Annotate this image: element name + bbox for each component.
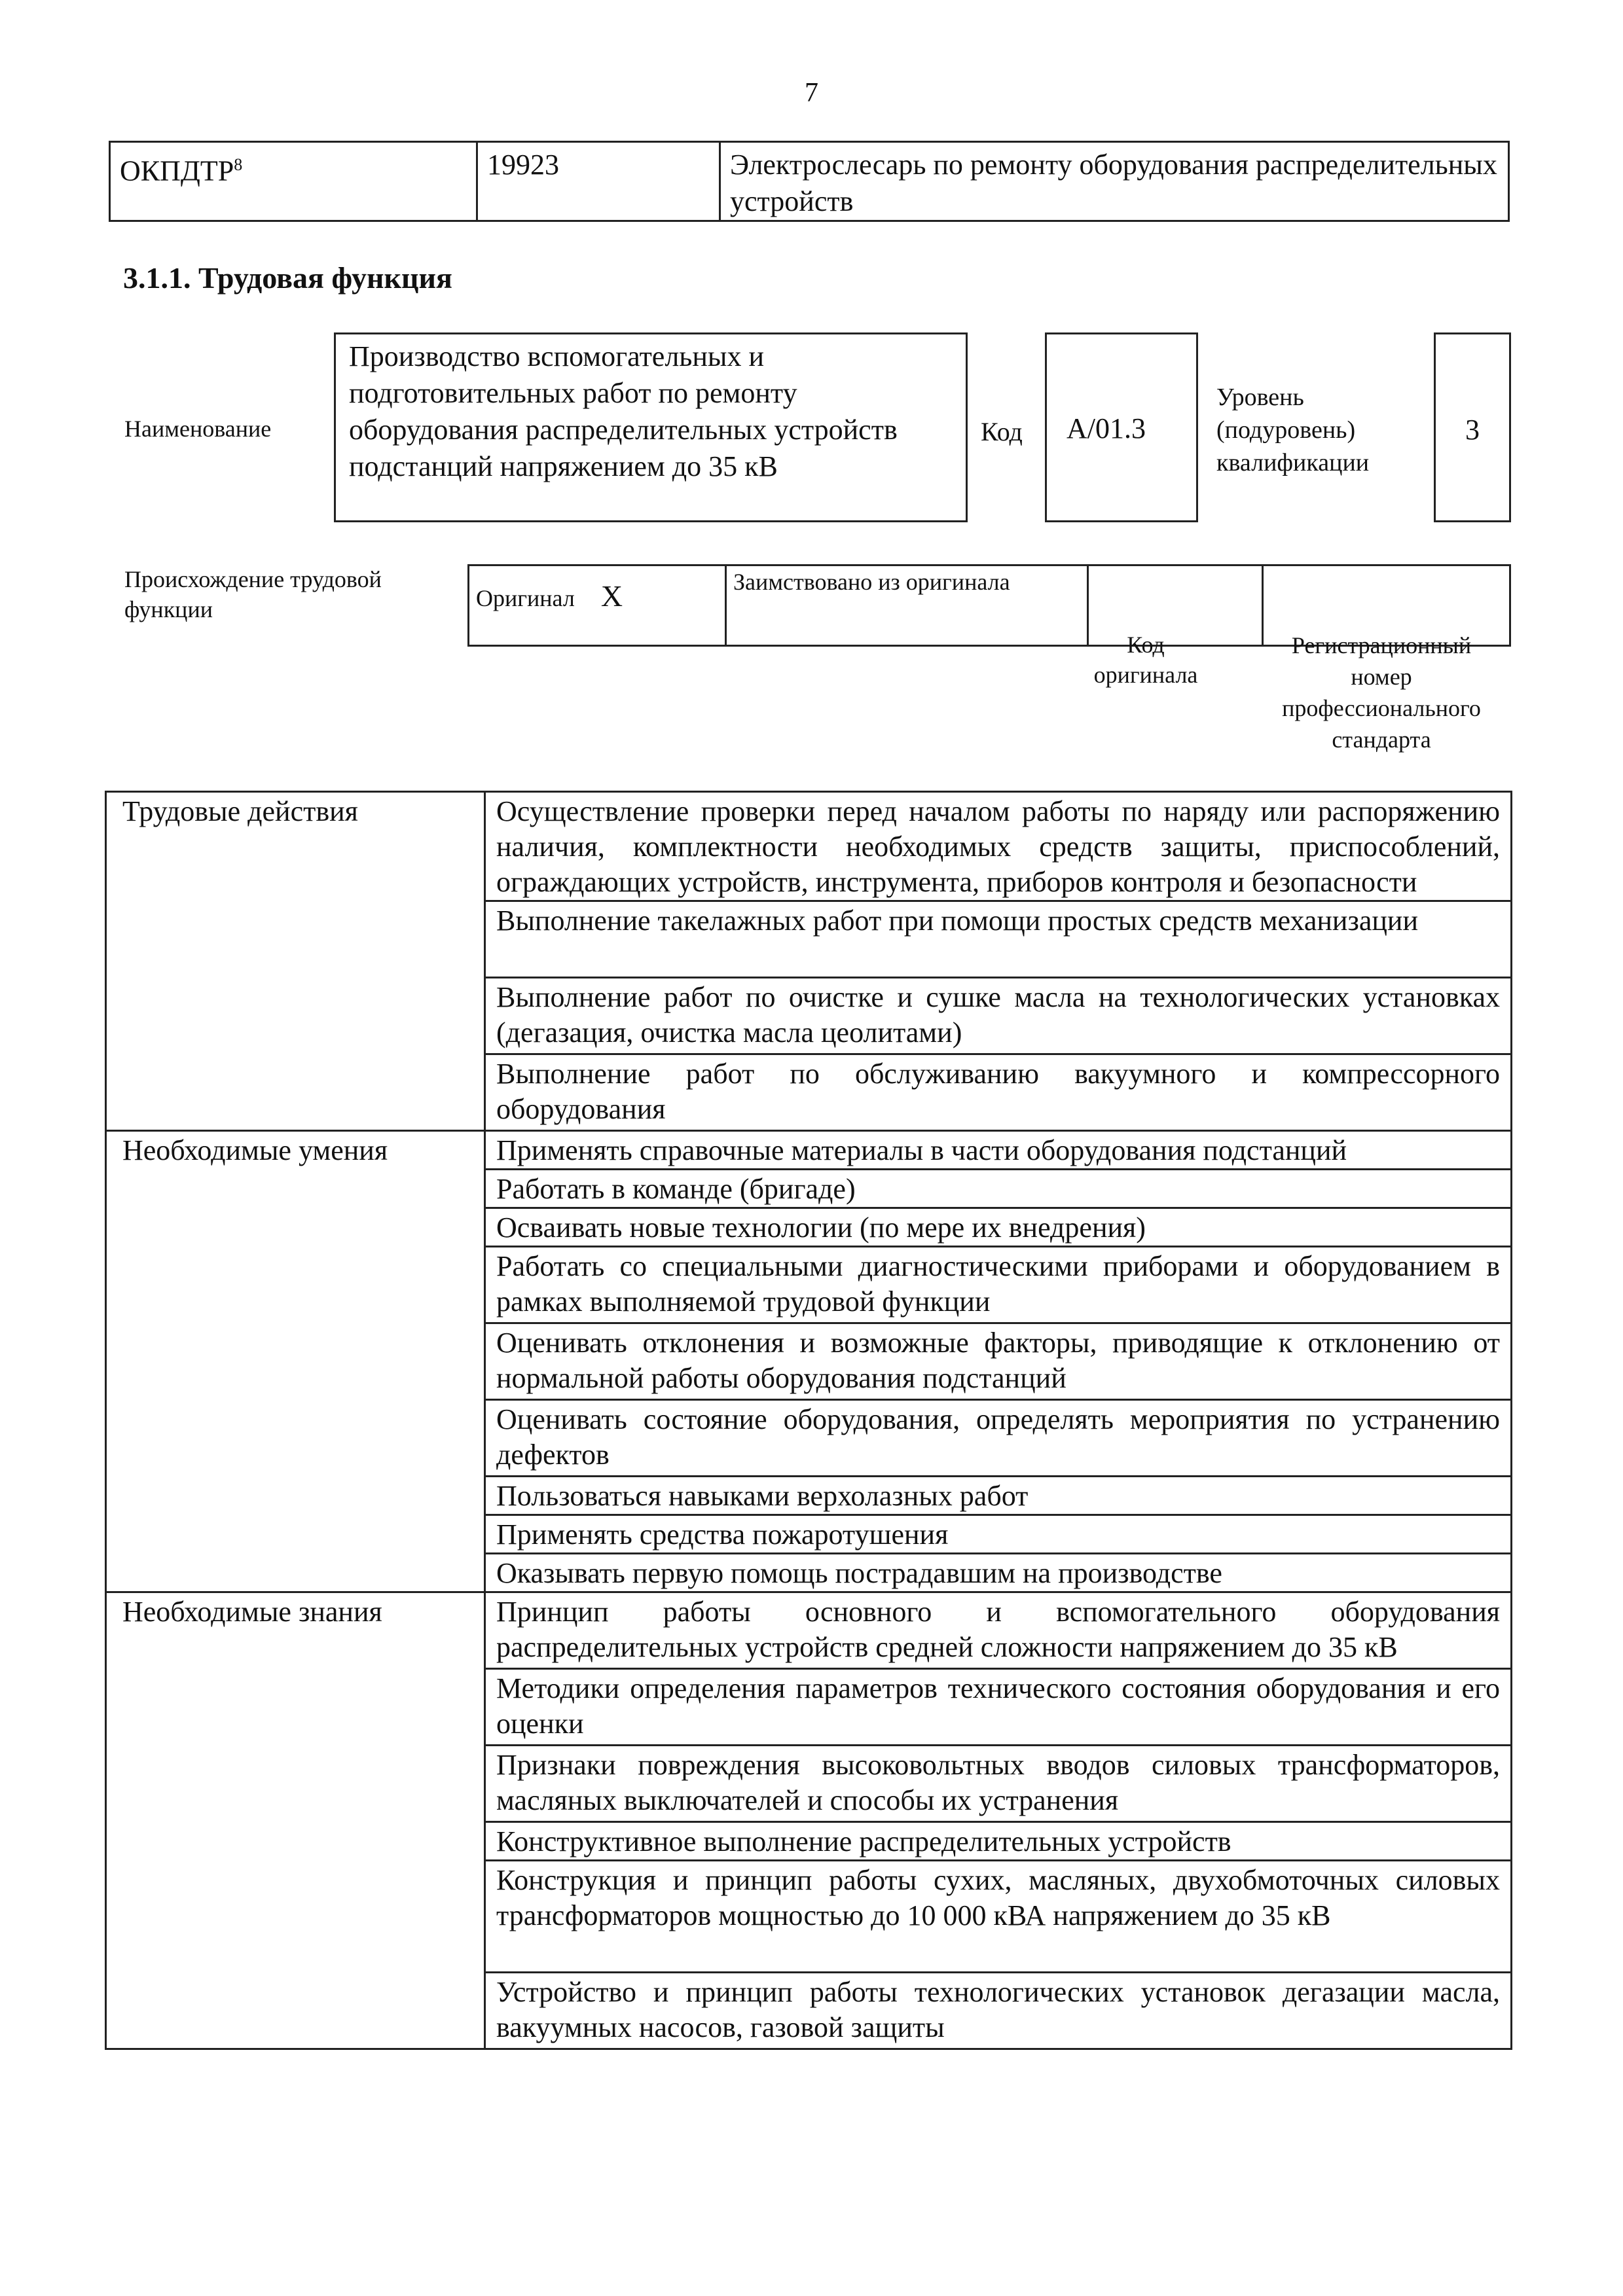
function-name-label: Наименование	[124, 416, 272, 442]
origin-code-caption-line-2: оригинала	[1093, 662, 1198, 688]
skill-item: Применять справочные материалы в части оборудования подстанций	[485, 1131, 1512, 1170]
knowledge-item: Признаки повреждения высоковольтных вводов силовых трансформаторов, масляных выключателей и способы их устранения	[485, 1746, 1512, 1822]
reg-caption-line-2: номер	[1351, 664, 1412, 690]
function-details-table	[105, 791, 1512, 2050]
skill-item: Осваивать новые технологии (по мере их внедрения)	[485, 1208, 1512, 1247]
origin-original-cell	[469, 565, 726, 646]
okpdtr-code: 19923	[477, 142, 720, 221]
table-row	[106, 792, 1512, 901]
labor-action-item: Выполнение работ по обслуживанию вакуумного и компрессорного оборудования	[485, 1054, 1512, 1131]
knowledge-item: Конструкция и принцип работы сухих, масляных, двухобмоточных силовых трансформаторов мощностью до 10 000 кВА напряжением до 35 кВ	[485, 1861, 1512, 1973]
skill-item: Применять средства пожаротушения	[485, 1515, 1512, 1554]
level-label-line-1: Уровень	[1216, 384, 1304, 411]
qualification-level-value: 3	[1434, 332, 1511, 522]
section-title: 3.1.1. Трудовая функция	[123, 261, 452, 295]
knowledge-label: Необходимые знания	[106, 1592, 485, 2049]
knowledge-item: Устройство и принцип работы технологических установок дегазации масла, вакуумных насосов, газовой защиты	[485, 1973, 1512, 2049]
okpdtr-label: ОКПДТР	[120, 154, 234, 187]
okpdtr-label-cell	[110, 142, 477, 221]
reg-caption-line-4: стандарта	[1332, 726, 1431, 753]
okpdtr-footnote: 8	[234, 155, 243, 174]
skill-item: Оказывать первую помощь пострадавшим на производстве	[485, 1554, 1512, 1592]
function-name-value: Производство вспомогательных и подготовительных работ по ремонту оборудования распределительных устройств подстанций напряжением до 35 кВ	[334, 332, 968, 522]
origin-label-line-1: Происхождение трудовой	[124, 566, 382, 592]
knowledge-item: Методики определения параметров технического состояния оборудования и его оценки	[485, 1669, 1512, 1746]
level-label-line-3: квалификации	[1216, 449, 1370, 476]
skills-label: Необходимые умения	[106, 1131, 485, 1592]
origin-label-line-2: функции	[124, 596, 213, 622]
reg-caption-line-1: Регистрационный	[1291, 632, 1472, 658]
origin-borrowed-label: Заимствовано из оригинала	[726, 565, 1088, 646]
origin-original-label: Оригинал	[476, 585, 575, 611]
skill-item: Оценивать отклонения и возможные факторы, приводящие к отклонению от нормальной работы оборудования подстанций	[485, 1323, 1512, 1400]
origin-original-mark: X	[600, 579, 623, 613]
knowledge-item: Принцип работы основного и вспомогательного оборудования распределительных устройств средней сложности напряжением до 35 кВ	[485, 1592, 1512, 1669]
knowledge-item: Конструктивное выполнение распределительных устройств	[485, 1822, 1512, 1861]
skill-item: Работать со специальными диагностическими приборами и оборудованием в рамках выполняемой трудовой функции	[485, 1247, 1512, 1323]
origin-code-caption-line-1: Код	[1127, 632, 1165, 658]
table-row	[106, 1592, 1512, 1669]
qualification-level-label	[1216, 381, 1369, 479]
origin-code-caption	[1061, 630, 1231, 690]
skill-item: Пользоваться навыками верхолазных работ	[485, 1477, 1512, 1515]
skill-item: Работать в команде (бригаде)	[485, 1170, 1512, 1208]
reg-number-caption	[1244, 630, 1519, 755]
labor-action-item: Выполнение работ по очистке и сушке масла на технологических установках (дегазация, очистка масла цеолитами)	[485, 978, 1512, 1054]
level-label-line-2: (подуровень)	[1216, 416, 1356, 444]
labor-action-item: Выполнение такелажных работ при помощи простых средств механизации	[485, 901, 1512, 978]
okpdtr-table	[109, 141, 1510, 222]
skill-item: Оценивать состояние оборудования, определять мероприятия по устранению дефектов	[485, 1400, 1512, 1477]
function-code-label: Код	[981, 417, 1023, 446]
origin-label	[124, 564, 382, 624]
labor-action-item: Осуществление проверки перед началом работы по наряду или распоряжению наличия, комплектности необходимых средств защиты, приспособлений, ограждающих устройств, инструмента, приборов контроля и безопасности	[485, 792, 1512, 901]
table-row	[106, 1131, 1512, 1170]
function-code-value: A/01.3	[1045, 332, 1198, 522]
reg-caption-line-3: профессионального	[1282, 695, 1481, 721]
okpdtr-title: Электрослесарь по ремонту оборудования распределительных устройств	[720, 142, 1509, 221]
page-number: 7	[805, 78, 818, 108]
labor-actions-label: Трудовые действия	[106, 792, 485, 1131]
